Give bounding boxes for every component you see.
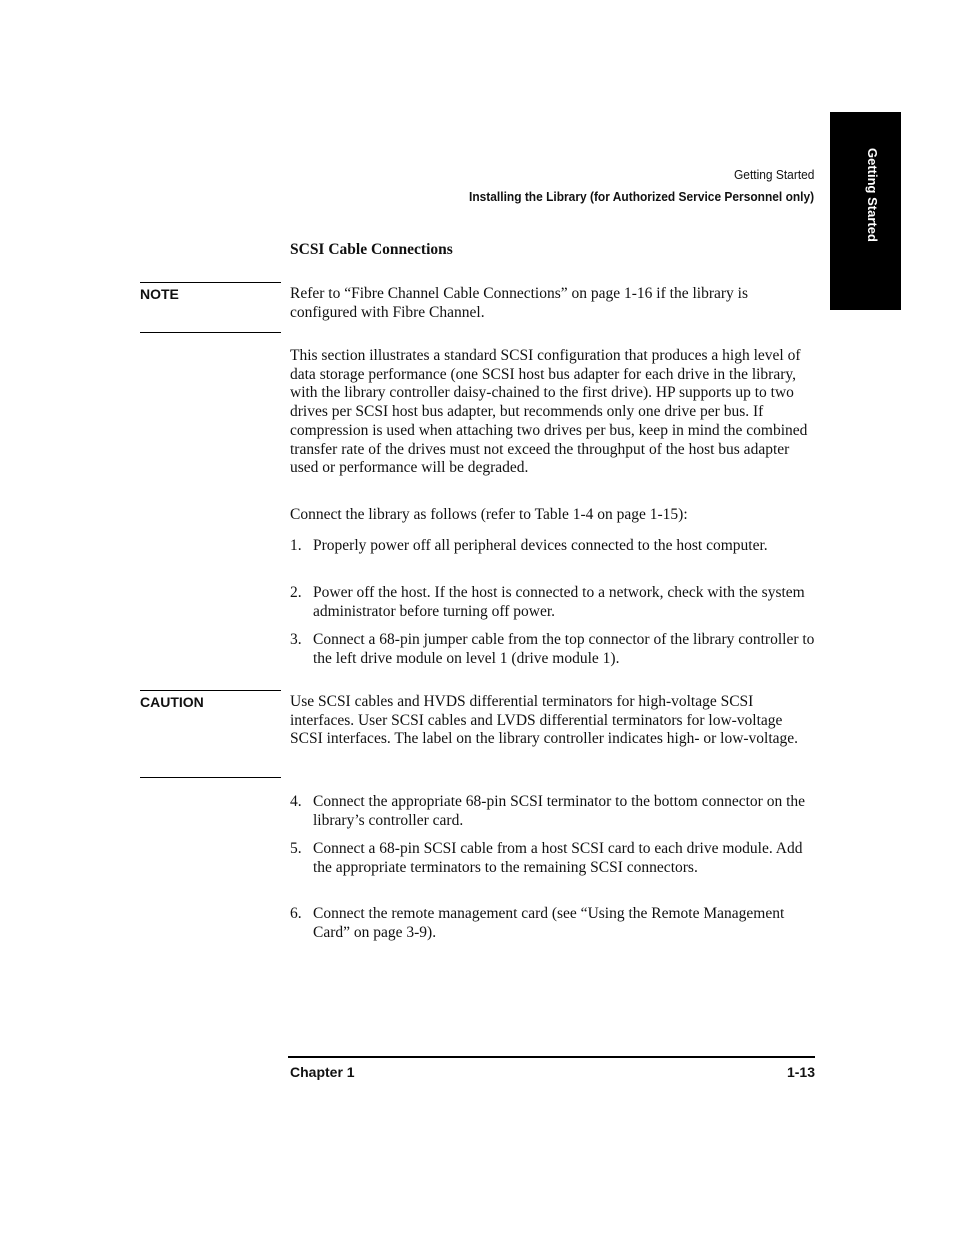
note-top-rule [140, 282, 281, 283]
step-text: Connect the appropriate 68-pin SCSI terminator to the bottom connector on the library’s controller card. [313, 793, 806, 829]
section-heading: SCSI Cable Connections [290, 241, 453, 258]
footer-rule [288, 1056, 815, 1058]
running-header-section: Getting Started [733, 167, 814, 182]
list-item [290, 584, 816, 621]
list-item [290, 793, 816, 830]
step-number: 4. [290, 793, 302, 810]
caution-text: Use SCSI cables and HVDS differential terminators for high-voltage SCSI interfaces. User SCSI cables and LVDS differential terminators for low-voltage SCSI interfaces. The label on the library controller indicates high- or low-voltage. [290, 693, 799, 748]
step-number: 2. [290, 584, 302, 601]
list-item [290, 905, 816, 942]
step-number: 1. [290, 537, 302, 554]
caution-bottom-rule [140, 777, 281, 778]
step-text: Power off the host. If the host is connected to a network, check with the system administrator before turning off power. [313, 584, 805, 620]
footer-page-number: 1-13 [786, 1064, 815, 1080]
running-header-title: Installing the Library (for Authorized Service Personnel only) [468, 189, 814, 204]
connect-intro: Connect the library as follows (refer to Table 1-4 on page 1-15): [290, 506, 688, 523]
chapter-thumb-tab-label: Getting Started [865, 148, 880, 242]
step-text: Connect a 68-pin jumper cable from the top connector of the library controller to the left drive module on level 1 (drive module 1). [313, 631, 815, 667]
step-text: Properly power off all peripheral devices connected to the host computer. [313, 537, 768, 554]
step-number: 5. [290, 840, 302, 857]
list-item [290, 537, 816, 556]
note-label: NOTE [140, 286, 179, 302]
intro-paragraph: This section illustrates a standard SCSI configuration that produces a high level of data storage performance (one SCSI host bus adapter for each drive in the library, with the library controller daisy-chained to the first drive). HP supports up to two drives per SCSI host bus adapter, but recommends only one drive per bus. If compression is used when attaching two drives per bus, keep in mind the combined transfer rate of the drives must not exceed the throughput of the host bus adapter used or performance will be degraded. [290, 347, 808, 477]
list-item [290, 631, 816, 668]
step-number: 3. [290, 631, 302, 648]
footer-chapter: Chapter 1 [290, 1064, 355, 1080]
note-bottom-rule [140, 332, 281, 333]
step-number: 6. [290, 905, 302, 922]
note-text: Refer to “Fibre Channel Cable Connections” on page 1-16 if the library is configured with Fibre Channel. [290, 285, 748, 321]
caution-top-rule [140, 690, 281, 691]
caution-label: CAUTION [140, 694, 204, 710]
list-item [290, 840, 816, 877]
step-text: Connect the remote management card (see “Using the Remote Management Card” on page 3-9). [313, 905, 785, 941]
step-text: Connect a 68-pin SCSI cable from a host SCSI card to each drive module. Add the appropriate terminators to the remaining SCSI connectors. [313, 840, 803, 876]
